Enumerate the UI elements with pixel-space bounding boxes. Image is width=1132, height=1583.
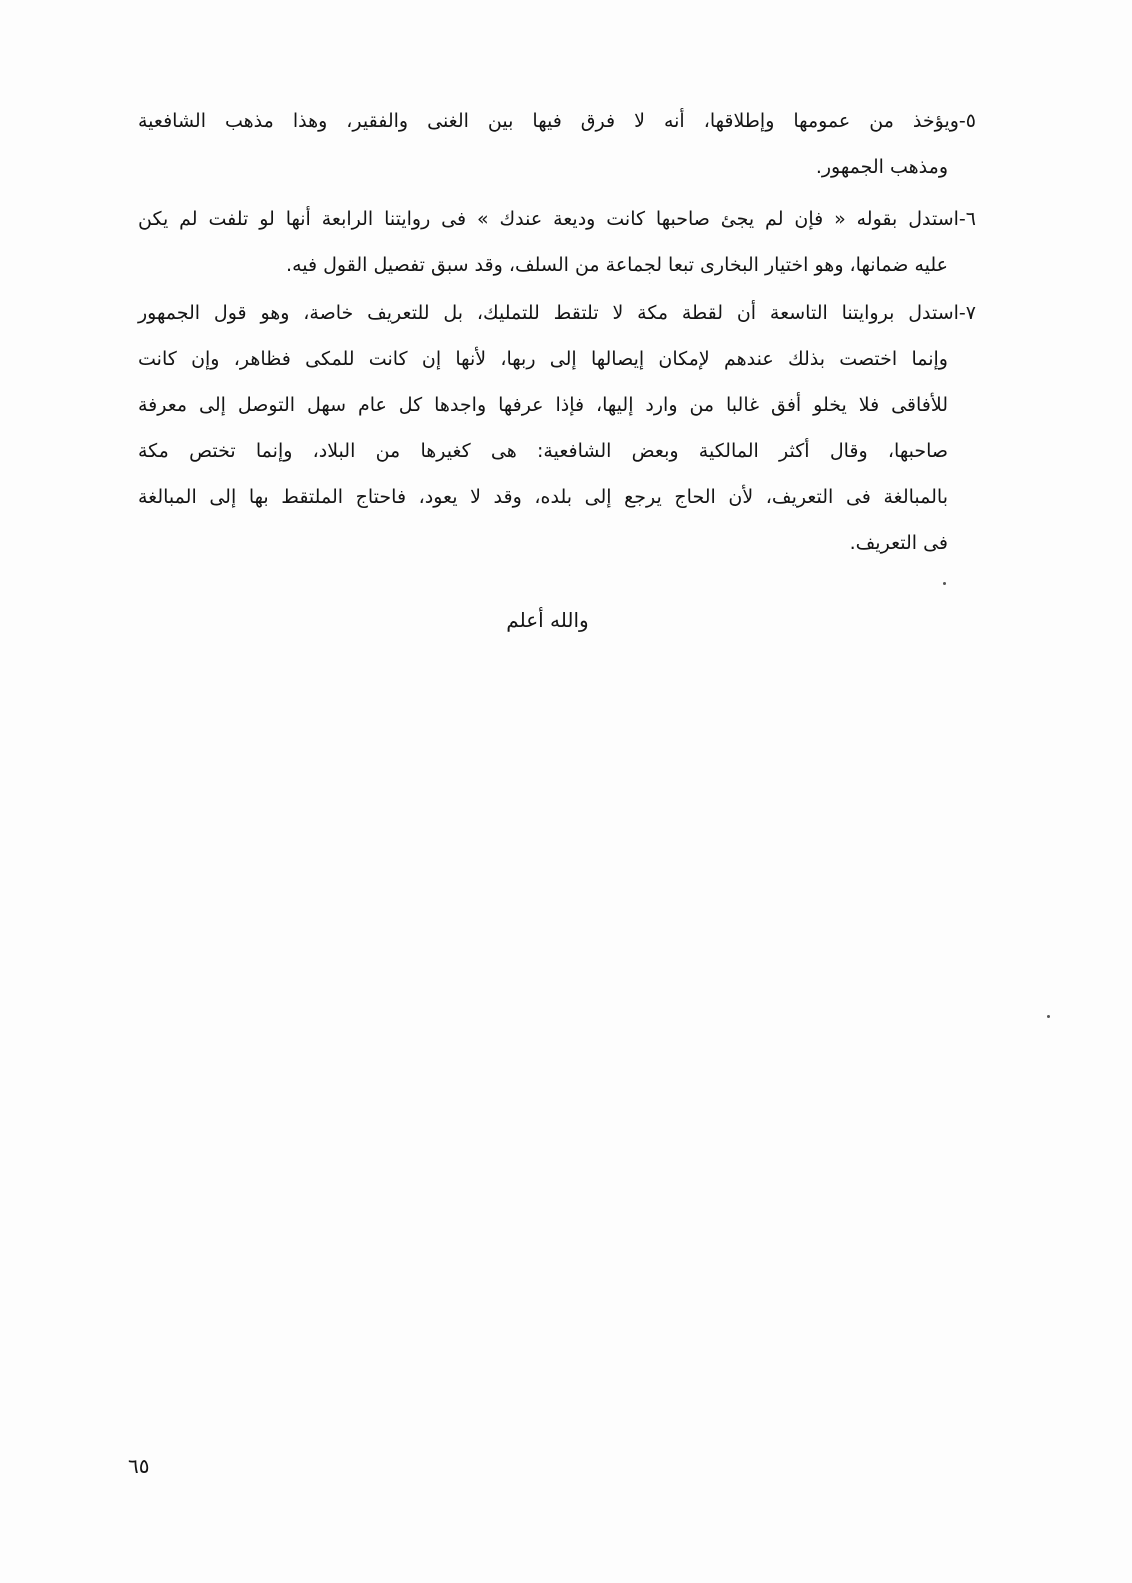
item-line-text: صاحبها، وقال أكثر المالكية وبعض الشافعية: هى كغيرها من البلاد، وإنما تختص مكة bbox=[138, 440, 948, 462]
item-number: ٧- bbox=[958, 302, 976, 324]
item-line bbox=[138, 474, 976, 520]
item-line-text: ويؤخذ من عمومها وإطلاقها، أنه لا فرق فيها بين الغنى والفقير، وهذا مذهب الشافعية bbox=[138, 110, 959, 132]
list-item-7 bbox=[138, 290, 976, 566]
scan-speck bbox=[1047, 1015, 1050, 1018]
item-line-text: ومذهب الجمهور. bbox=[815, 156, 948, 178]
item-line-text: فى التعريف. bbox=[849, 532, 948, 554]
item-number: ٥- bbox=[958, 110, 976, 132]
list-item-6 bbox=[138, 196, 976, 288]
item-line-text: استدل بروايتنا التاسعة أن لقطة مكة لا تلتقط للتمليك، بل للتعريف خاصة، وهو قول الجمهور bbox=[138, 302, 959, 324]
item-line bbox=[138, 520, 976, 566]
item-line bbox=[138, 290, 976, 336]
item-line bbox=[138, 144, 976, 190]
item-line bbox=[138, 98, 976, 144]
page-number: ٦٥ bbox=[128, 1454, 150, 1478]
scan-speck bbox=[943, 582, 946, 585]
item-line-text: بالمبالغة فى التعريف، لأن الحاج يرجع إلى بلده، وقد لا يعود، فاحتاج الملتقط بها إلى المبالغة bbox=[138, 486, 948, 508]
item-number: ٦- bbox=[958, 208, 976, 230]
item-line bbox=[138, 336, 976, 382]
item-line bbox=[138, 196, 976, 242]
item-line bbox=[138, 242, 976, 288]
item-line bbox=[138, 382, 976, 428]
item-line-text: عليه ضمانها، وهو اختيار البخارى تبعا لجماعة من السلف، وقد سبق تفصيل القول فيه. bbox=[286, 254, 948, 276]
item-line-text: استدل بقوله « فإن لم يجئ صاحبها كانت وديعة عندك » فى روايتنا الرابعة أنها لو تلفت لم يكن bbox=[138, 208, 959, 230]
item-line-text: وإنما اختصت بذلك عندهم لإمكان إيصالها إلى ربها، لأنها إن كانت للمكى فظاهر، وإن كانت bbox=[138, 348, 948, 370]
closing-phrase: والله أعلم bbox=[506, 608, 589, 632]
item-line bbox=[138, 428, 976, 474]
list-item-5 bbox=[138, 98, 976, 190]
item-line-text: للأفاقى فلا يخلو أفق غالبا من وارد إليها، فإذا عرفها واجدها كل عام سهل التوصل إلى معرفة bbox=[138, 394, 948, 416]
